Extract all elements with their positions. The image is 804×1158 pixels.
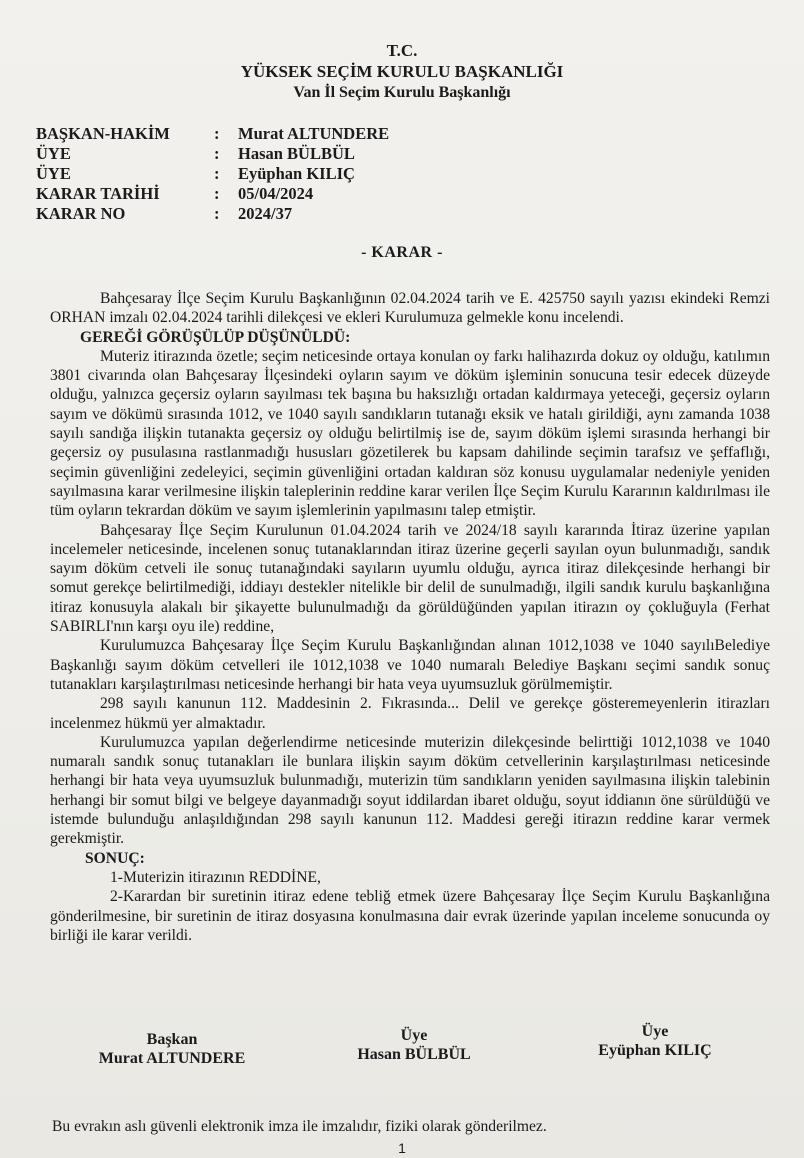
meta-label: KARAR TARİHİ xyxy=(36,184,160,203)
meta-value: 2024/37 xyxy=(238,204,293,223)
paragraph-kanun: 298 sayılı kanunun 112. Maddesinin 2. Fıkrasında... Delil ve gerekçe gösteremeyenlerin itirazları incelenmez hükmü yer almaktadır. xyxy=(50,695,770,732)
meta-row-uye-2 xyxy=(36,164,389,184)
header-tc: T.C. xyxy=(386,41,418,60)
signature-baskan xyxy=(92,1030,252,1068)
header-van: Van İl Seçim Kurulu Başkanlığı xyxy=(293,84,511,101)
signature-role: Başkan xyxy=(146,1031,198,1048)
meta-colon: : xyxy=(214,144,220,163)
meta-row-karar-tarihi xyxy=(36,184,389,204)
meta-colon: : xyxy=(214,184,220,203)
meta-colon: : xyxy=(214,124,220,143)
paragraph-itiraz-ozet: Muteriz itirazında özetle; seçim neticesinde ortaya konulan oy farkı halihazırda dokuz oy olduğu, katılımın 3801 civarında olan Bahçesaray İlçesindeki oyların sayım ve döküm işleminin sonucuna tesir edecek düzeyde olduğu, yalnızca geçersiz oyların sayılması tek başına bu haksızlığı ortadan kaldırmaya yeteceği, geçersiz oyların sayım ve dökümü sırasında 1012, ve 1040 sayılı sandıkların tutanağı eksik ve hatalı girildiği, aynı zamanda 1038 sayılı sandığa ilişkin tutanakta geçersiz oy olduğu belirtilmiş ise de, sayım döküm işlemi sırasında herhangi bir geçersiz oy pusulasına rastlanmadığı hususları gözetilerek bu kapsam dahilinde seçimin tarafsız ve şeffaflığı, seçimin güvenliğini zedeleyici, seçimin güvenliğini ortadan kaldıran söz konusu uygulamalar nedeniyle yeniden sayılmasına karar verilmesine ilişkin taleplerinin reddine karar verilen İlçe Seçim Kurulu Kararının kaldırılması ile tüm oyların tekrardan döküm ve sayım işlemlerinin yapılmasını talep etmiştir. xyxy=(50,347,770,520)
sonuc-item-1: 1-Muterizin itirazının REDDİNE, xyxy=(110,868,321,886)
meta-label: BAŞKAN-HAKİM xyxy=(36,124,170,143)
paragraph-intro: Bahçesaray İlçe Seçim Kurulu Başkanlığının 02.04.2024 tarih ve E. 425750 sayılı yazısı ekindeki Remzi ORHAN imzalı 02.04.2024 tarihli dilekçesi ve ekleri Kurulumuza gelmekle konu incelendi. xyxy=(50,290,770,327)
meta-label: KARAR NO xyxy=(36,204,126,223)
sonuc-item-2: 2-Karardan bir suretinin itiraz edene tebliğ etmek üzere Bahçesaray İlçe Seçim Kurulu Başkanlığına gönderilmesine, bir suretinin de itiraz dosyasına konulmasına dair evrak üzerinde yapılan inceleme sonucunda oy birliği ile karar verildi. xyxy=(50,888,770,944)
meta-colon: : xyxy=(214,204,220,223)
signature-name: Eyüphan KILIÇ xyxy=(598,1042,712,1059)
meta-value: 05/04/2024 xyxy=(238,184,314,203)
signature-name: Murat ALTUNDERE xyxy=(98,1050,246,1067)
signature-name: Hasan BÜLBÜL xyxy=(357,1046,471,1063)
meta-value: Hasan BÜLBÜL xyxy=(238,144,355,163)
paragraph-degerlendirme: Kurulumuzca yapılan değerlendirme neticesinde muterizin dilekçesinde belirttiği 1012,1038 ve 1040 numaralı sandık sonuç tutanakları ile bunlara ilişkin sayım döküm cetvellerinin karşılaştırılması neticesinde herhangi bir hata veya uyumsuzluk bulunmadığı, muterizin tüm sandıkların yeniden sayılmasına ilişkin talebinin herhangi bir somut bilgi ve belgeye dayanmadığı soyut iddilardan ibaret olduğu, soyut iddianın öne sürüldüğü ve istemde bulunduğu anlaşıldığından 298 sayılı kanunun 112. Maddesi gereği itirazın reddine karar vermek gerekmiştir. xyxy=(50,733,770,848)
meta-row-karar-no xyxy=(36,204,389,224)
signature-role: Üye xyxy=(641,1023,669,1040)
signature-uye-2 xyxy=(590,1022,720,1060)
paragraph-ilce-karari: Bahçesaray İlçe Seçim Kurulunun 01.04.2024 tarih ve 2024/18 sayılı kararında İtiraz üzerine yapılan incelemeler neticesinde, incelenen sonuç tutanaklarından itiraz üzerine geçerli sayılan oyun bulunmadığı, sandık sayım döküm cetveli ile sonuç tutanağındaki sayıların uyumlu olduğu, ayrıca itiraz dilekçesinde herhangi bir somut gerekçe belirtilmediği, iddiayı destekler nitelikle bir delil de sunulmadığı, ilgili sandık kurulu başkanlığına itiraz konusuyla alakalı bir şikayette bulunulmadığı da görüldüğünden yapılan itirazın oy çokluğuyla (Ferhat SABIRLI'nın karşı oyu ile) reddine, xyxy=(50,521,770,636)
document-header xyxy=(0,40,804,103)
meta-colon: : xyxy=(214,164,220,183)
decision-meta xyxy=(36,124,389,224)
heading-gere: GEREĞİ GÖRÜŞÜLÜP DÜŞÜNÜLDÜ: xyxy=(80,328,351,346)
signature-role: Üye xyxy=(400,1027,428,1044)
karar-title: - KARAR - xyxy=(361,244,443,261)
heading-sonuc: SONUÇ: xyxy=(85,849,145,867)
meta-label: ÜYE xyxy=(36,164,71,183)
meta-value: Eyüphan KILIÇ xyxy=(238,164,355,183)
e-signature-note: Bu evrakın aslı güvenli elektronik imza ile imzalıdır, fiziki olarak gönderilmez. xyxy=(52,1118,547,1135)
meta-label: ÜYE xyxy=(36,144,71,163)
header-ysk: YÜKSEK SEÇİM KURULU BAŞKANLIĞI xyxy=(240,62,564,81)
decision-body xyxy=(50,289,770,945)
meta-row-baskan xyxy=(36,124,389,144)
meta-row-uye-1 xyxy=(36,144,389,164)
signature-uye-1 xyxy=(350,1026,478,1064)
page-number: 1 xyxy=(398,1140,406,1156)
paragraph-karsilastirma: Kurulumuzca Bahçesaray İlçe Seçim Kurulu Başkanlığından alınan 1012,1038 ve 1040 sayılıBelediye Başkanlığı sayım döküm cetvelleri ile 1012,1038 ve 1040 numaralı Belediye Başkanı seçimi sandık sonuç tutanakları karşılaştırılması neticesinde herhangi bir hata veya uyumsuzluk görülmemiştir. xyxy=(50,637,770,693)
meta-value: Murat ALTUNDERE xyxy=(238,124,390,143)
